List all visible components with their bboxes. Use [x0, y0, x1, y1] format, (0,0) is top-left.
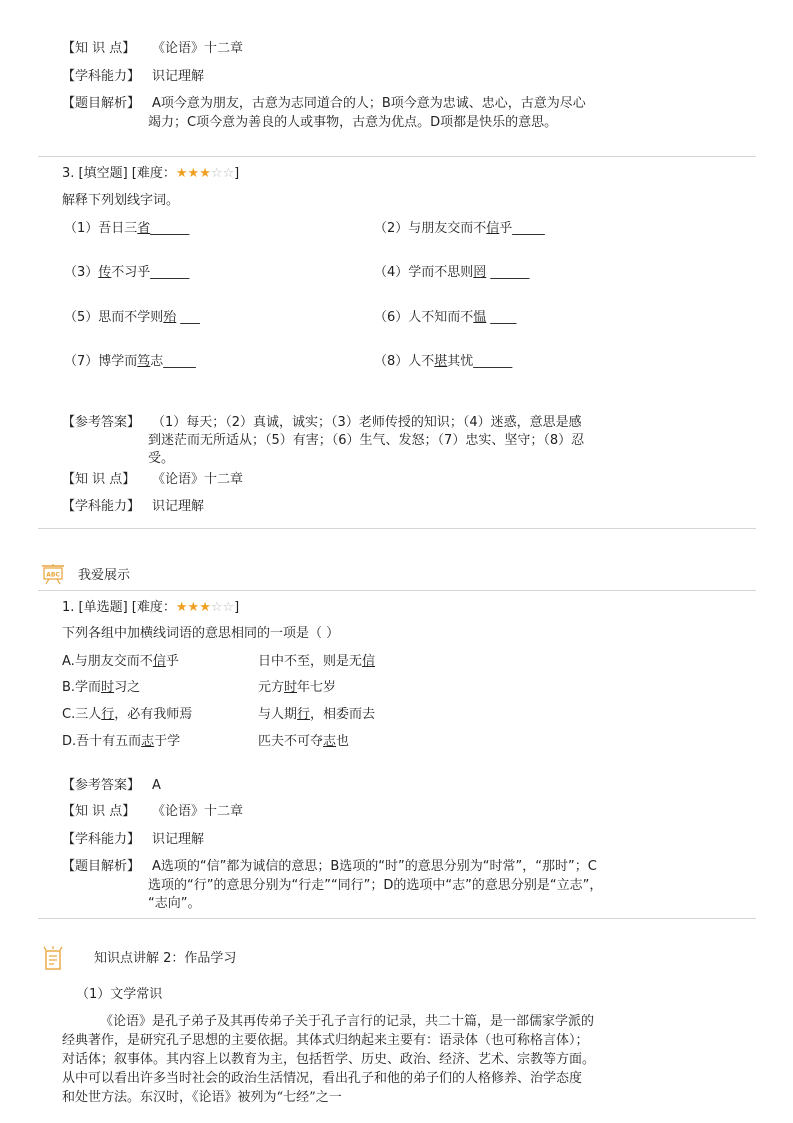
fill-blank-item: （6）人不知而不愠 ____	[374, 310, 517, 325]
question-header: 1. [单选题] [难度：★★★☆☆]	[62, 600, 240, 615]
analysis-row	[62, 95, 586, 113]
field-label: 【学科能力】	[62, 69, 141, 84]
abc-board-icon	[40, 563, 66, 589]
divider	[38, 528, 756, 529]
field-label: 【题目解析】	[62, 859, 141, 874]
difficulty-stars-filled: ★★★	[175, 600, 211, 615]
fill-blank-item: （2）与朋友交而不信乎_____	[374, 221, 545, 236]
paragraph-line: 《论语》是孔子弟子及其再传弟子关于孔子言行的记录，共二十篇，是一部儒家学派的	[100, 1014, 595, 1029]
knowledge-point-row	[62, 40, 243, 58]
divider	[38, 590, 756, 591]
field-value: A项今意为朋友，古意为志同道合的人；B项今意为忠诚、忠心，古意为尽心	[152, 96, 586, 111]
question-instruction: 解释下列划线字词。	[62, 193, 180, 208]
fill-blank-item: （1）吾日三省______	[64, 221, 190, 236]
field-value: 识记理解	[152, 499, 205, 514]
field-value: 《论语》十二章	[152, 804, 244, 819]
analysis-row	[62, 858, 597, 876]
ability-row	[62, 498, 204, 516]
fill-blank-item: （8）人不堪其忧______	[374, 354, 513, 369]
question-stem: 下列各组中加横线词语的意思相同的一项是（ ）	[62, 626, 340, 641]
field-label: 【参考答案】	[62, 778, 141, 793]
paragraph-line: 对话体；叙事体。其内容上以教育为主，包括哲学、历史、政治、经济、艺术、宗教等方面。	[62, 1052, 596, 1067]
difficulty-stars-empty: ☆☆	[210, 166, 235, 181]
ability-row	[62, 68, 204, 86]
section-title: 我爱展示	[78, 568, 131, 583]
option-left: B.学而时习之	[62, 680, 141, 695]
question-type: 1. [单选题] [难度：	[62, 600, 176, 615]
question-type: 3. [填空题] [难度：	[62, 166, 176, 181]
option-left: D.吾十有五而志于学	[62, 734, 181, 749]
field-label: 【知 识 点】	[62, 804, 136, 819]
option-right: 与人期行，相委而去	[258, 707, 376, 722]
answer-row	[62, 777, 161, 795]
fill-blank-item: （3）传不习乎______	[64, 265, 190, 280]
field-value: 识记理解	[152, 832, 205, 847]
analysis-continuation: 选项的“行”的意思分别为“行走”“同行”；D的选项中“志”的意思分别是“立志”，	[148, 878, 603, 893]
field-value: A	[152, 778, 161, 793]
option-right: 日中不至，则是无信	[258, 654, 376, 669]
answer-continuation: 受。	[148, 451, 175, 466]
field-value: （1）每天；（2）真诚，诚实；（3）老师传授的知识；（4）迷惑，意思是感	[152, 415, 582, 430]
option-right: 匹夫不可夺志也	[258, 734, 350, 749]
ability-row	[62, 831, 204, 849]
field-value: A选项的“信”都为诚信的意思；B选项的“时”的意思分别为“时常”，“那时”；C	[152, 859, 597, 874]
fill-blank-item: （4）学而不思则罔 ______	[374, 265, 530, 280]
knowledge-point-row	[62, 471, 243, 489]
divider	[38, 918, 756, 919]
option-right: 元方时年七岁	[258, 680, 337, 695]
field-value: 《论语》十二章	[152, 41, 244, 56]
field-value: 《论语》十二章	[152, 472, 244, 487]
paragraph-line: 从中可以看出许多当时社会的政治生活情况，看出孔子和他的弟子们的人格修养、治学态度	[62, 1071, 583, 1086]
answer-continuation: 到迷茫而无所适从；（5）有害；（6）生气、发怒；（7）忠实、坚守；（8）忍	[148, 433, 585, 448]
field-label: 【学科能力】	[62, 499, 141, 514]
analysis-continuation: “志向”。	[148, 896, 201, 911]
section-title: 知识点讲解 2：作品学习	[94, 951, 237, 966]
difficulty-stars-filled: ★★★	[175, 166, 211, 181]
document-icon	[40, 946, 66, 976]
field-label: 【参考答案】	[62, 415, 141, 430]
difficulty-stars-empty: ☆☆	[210, 600, 235, 615]
option-left: C.三人行，必有我师焉	[62, 707, 193, 722]
field-label: 【知 识 点】	[62, 472, 136, 487]
analysis-continuation: 竭力；C项今意为善良的人或事物，古意为优点。D项都是快乐的意思。	[148, 115, 558, 130]
paragraph-line: 经典著作，是研究孔子思想的主要依据。其体式归纳起来主要有：语录体（也可称格言体）；	[62, 1033, 589, 1048]
field-label: 【学科能力】	[62, 832, 141, 847]
fill-blank-item: （7）博学而笃志_____	[64, 354, 196, 369]
field-value: 识记理解	[152, 69, 205, 84]
fill-blank-item: （5）思而不学则殆 ___	[64, 310, 200, 325]
knowledge-point-row	[62, 803, 243, 821]
paragraph-line: 和处世方法。东汉时，《论语》被列为“七经”之一	[62, 1090, 342, 1105]
divider	[38, 156, 756, 157]
svg-text:ABC: ABC	[46, 571, 60, 579]
question-header: 3. [填空题] [难度：★★★☆☆]	[62, 166, 240, 181]
option-left: A.与朋友交而不信乎	[62, 654, 179, 669]
answer-row	[62, 414, 582, 432]
field-label: 【题目解析】	[62, 96, 141, 111]
field-label: 【知 识 点】	[62, 41, 136, 56]
sub-title: （1）文学常识	[76, 987, 163, 1002]
